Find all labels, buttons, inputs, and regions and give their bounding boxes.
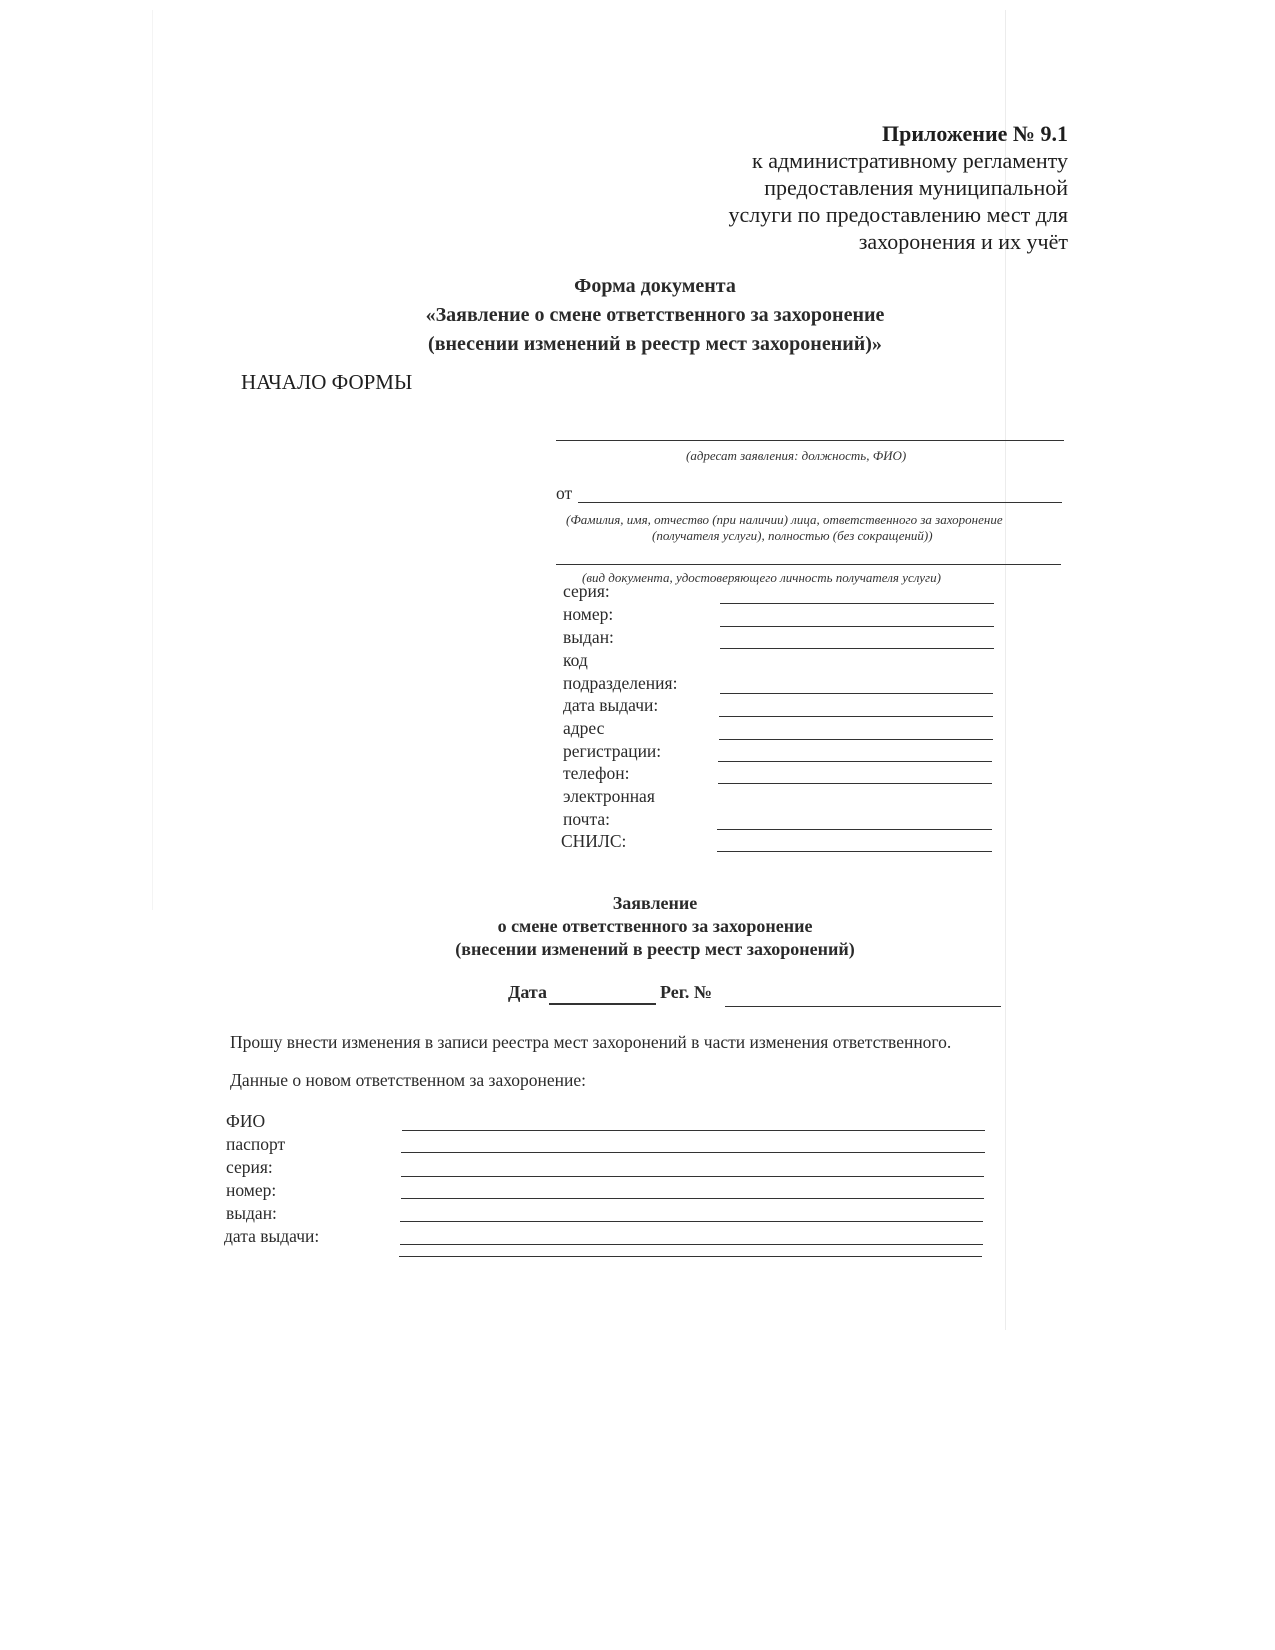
registration-address-field[interactable]: [719, 739, 993, 740]
appendix-line: к административному регламенту: [752, 148, 1068, 173]
passport-field[interactable]: [401, 1152, 985, 1153]
statement-title-line: Заявление: [612, 893, 698, 913]
date-label: Дата: [508, 982, 547, 1002]
form-title-line: (внесении изменений в реестр мест захоронений)»: [428, 333, 882, 355]
number-label: номер:: [226, 1180, 277, 1200]
statement-title-line: о смене ответственного за захоронение: [497, 916, 813, 936]
issue-date-field[interactable]: [400, 1244, 983, 1245]
appendix-block: [729, 120, 1068, 255]
registration-address-label: адрес: [563, 718, 605, 738]
form-title-line: Форма документа: [574, 275, 736, 297]
extra-field[interactable]: [399, 1256, 982, 1257]
registration-address-label: регистрации:: [563, 741, 662, 761]
from-label: от: [556, 483, 573, 503]
phone-label: телефон:: [563, 763, 630, 783]
issued-field[interactable]: [400, 1221, 983, 1222]
passport-label: паспорт: [226, 1134, 286, 1154]
number-label: номер:: [563, 604, 614, 624]
series-field[interactable]: [401, 1176, 984, 1177]
series-label: серия:: [563, 581, 610, 601]
phone-field[interactable]: [718, 783, 992, 784]
applicant-name-field[interactable]: [578, 502, 1062, 503]
series-label: серия:: [226, 1157, 273, 1177]
number-field[interactable]: [720, 626, 994, 627]
issue-date-label: дата выдачи:: [224, 1226, 320, 1246]
new-responsible-text: Данные о новом ответственном за захоронение:: [230, 1070, 587, 1090]
series-field[interactable]: [720, 603, 994, 604]
issued-field[interactable]: [720, 648, 994, 649]
page-fold-line-left: [152, 10, 153, 910]
appendix-number: Приложение № 9.1: [882, 121, 1068, 146]
addressee-caption: (адресат заявления: должность, ФИО): [686, 448, 907, 463]
appendix-line: услуги по предоставлению мест для: [728, 202, 1068, 227]
appendix-line: захоронения и их учёт: [858, 229, 1068, 254]
form-start-label: НАЧАЛО ФОРМЫ: [241, 370, 413, 394]
division-code-field[interactable]: [720, 693, 993, 694]
statement-title-line: (внесении изменений в реестр мест захоронений): [455, 939, 855, 959]
reg-number-field[interactable]: [725, 1006, 1001, 1007]
addressee-field[interactable]: [556, 440, 1064, 441]
email-field[interactable]: [717, 829, 992, 830]
applicant-caption: (Фамилия, имя, отчество (при наличии) лица, ответственного за захоронение: [566, 512, 1003, 527]
division-code-label: код: [563, 650, 588, 670]
statement-title: [0, 892, 1275, 961]
snils-label: СНИЛС:: [561, 831, 627, 851]
email-label: электронная: [563, 786, 655, 806]
fio-label: ФИО: [226, 1111, 266, 1131]
applicant-caption: (получателя услуги), полностью (без сокращений)): [652, 528, 933, 543]
issue-date-field[interactable]: [719, 716, 993, 717]
number-field[interactable]: [401, 1198, 984, 1199]
reg-number-label: Рег. №: [660, 982, 712, 1002]
date-field[interactable]: [549, 1003, 656, 1005]
identity-document-caption: (вид документа, удостоверяющего личность получателя услуги): [582, 570, 941, 585]
form-title-line: «Заявление о смене ответственного за захоронение: [425, 304, 885, 326]
identity-document-field[interactable]: [556, 564, 1061, 565]
issued-label: выдан:: [226, 1203, 277, 1223]
email-label: почта:: [563, 809, 610, 829]
fio-field[interactable]: [402, 1130, 985, 1131]
division-code-label: подразделения:: [563, 673, 678, 693]
issue-date-label: дата выдачи:: [563, 695, 659, 715]
form-title: [0, 272, 1275, 359]
appendix-line: предоставления муниципальной: [764, 175, 1068, 200]
snils-field[interactable]: [717, 851, 992, 852]
request-text: Прошу внести изменения в записи реестра мест захоронений в части изменения ответственного.: [230, 1032, 952, 1052]
issued-label: выдан:: [563, 627, 614, 647]
registration-address-field-2[interactable]: [718, 761, 992, 762]
